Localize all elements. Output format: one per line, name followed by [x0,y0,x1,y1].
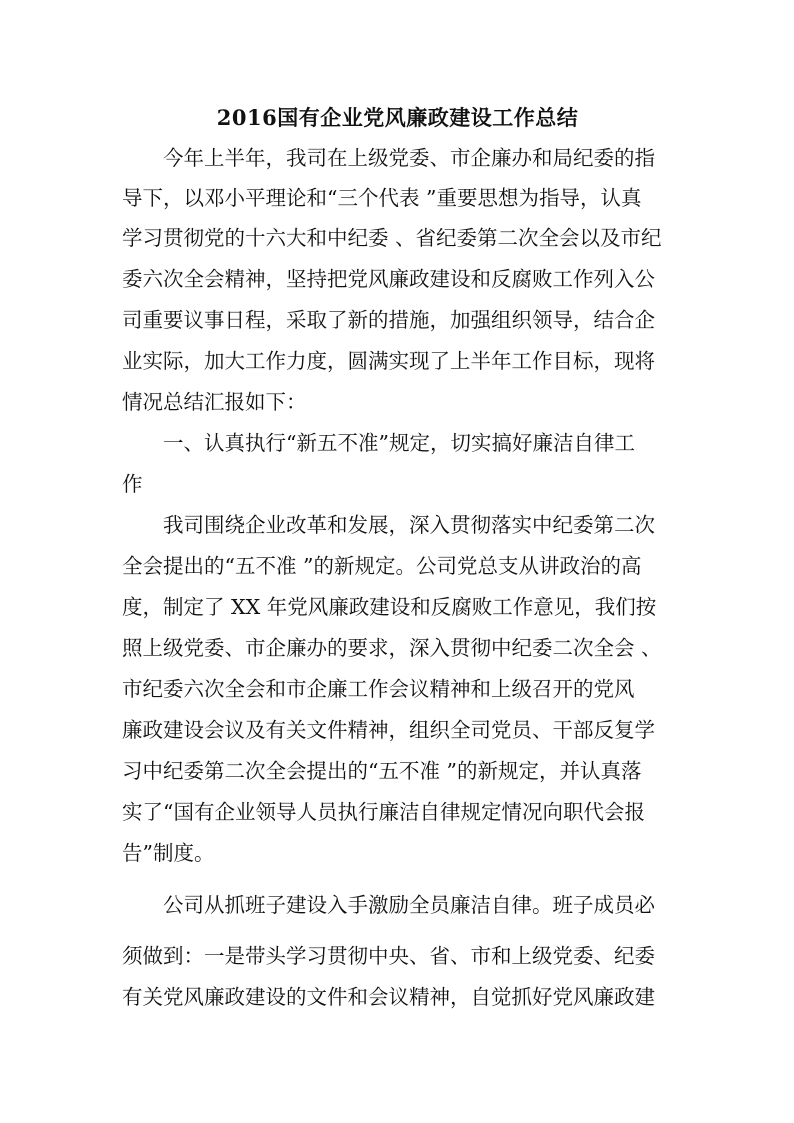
text-line: 须做到：一是带头学习贯彻中央、省、市和上级党委、纪委 [122,944,655,968]
text-line: 照上级党委、市企廉办的要求，深入贯彻中纪委二次全会 、 [122,636,662,660]
text-line: 告”制度。 [122,841,215,865]
text-line: 全会提出的“五不准 ”的新规定。公司党总支从讲政治的高 [122,554,642,578]
section-heading: 作 [122,472,143,496]
text-line: 情况总结汇报如下： [122,390,307,414]
text-line: 廉政建设会议及有关文件精神，组织全司党员、干部反复学 [122,718,655,742]
text-line: 业实际，加大工作力度，圆满实现了上半年工作目标，现将 [122,349,655,373]
text-line: 习中纪委第二次全会提出的“五不准 ”的新规定，并认真落 [122,759,642,783]
text-line: 实了“国有企业领导人员执行廉洁自律规定情况向职代会报 [122,800,645,824]
text-line: 委六次全会精神，坚持把党风廉政建设和反腐败工作列入公 [122,267,655,291]
text-line: 市纪委六次全会和市企廉工作会议精神和上级召开的党风 [122,677,635,701]
text-line: 有关党风廉政建设的文件和会议精神，自觉抓好党风廉政建 [122,985,655,1009]
text-line: 我司围绕企业改革和发展，深入贯彻落实中纪委第二次 [163,513,655,537]
text-line: 司重要议事日程，采取了新的措施，加强组织领导，结合企 [122,308,655,332]
text-line: 公司从抓班子建设入手激励全员廉洁自律。班子成员必 [163,893,655,917]
text-line: 学习贯彻党的十六大和中纪委 、省纪委第二次全会以及市纪 [122,226,662,250]
document-title: 2016国有企业党风廉政建设工作总结 [216,105,579,130]
section-heading: 一、认真执行“新五不准”规定，切实搞好廉洁自律工 [163,431,635,455]
text-line: 度，制定了 XX 年党风廉政建设和反腐败工作意见，我们按 [122,595,657,619]
text-line: 导下，以邓小平理论和“三个代表 ”重要思想为指导，认真 [122,186,642,210]
text-line: 今年上半年，我司在上级党委、市企廉办和局纪委的指 [163,146,655,170]
